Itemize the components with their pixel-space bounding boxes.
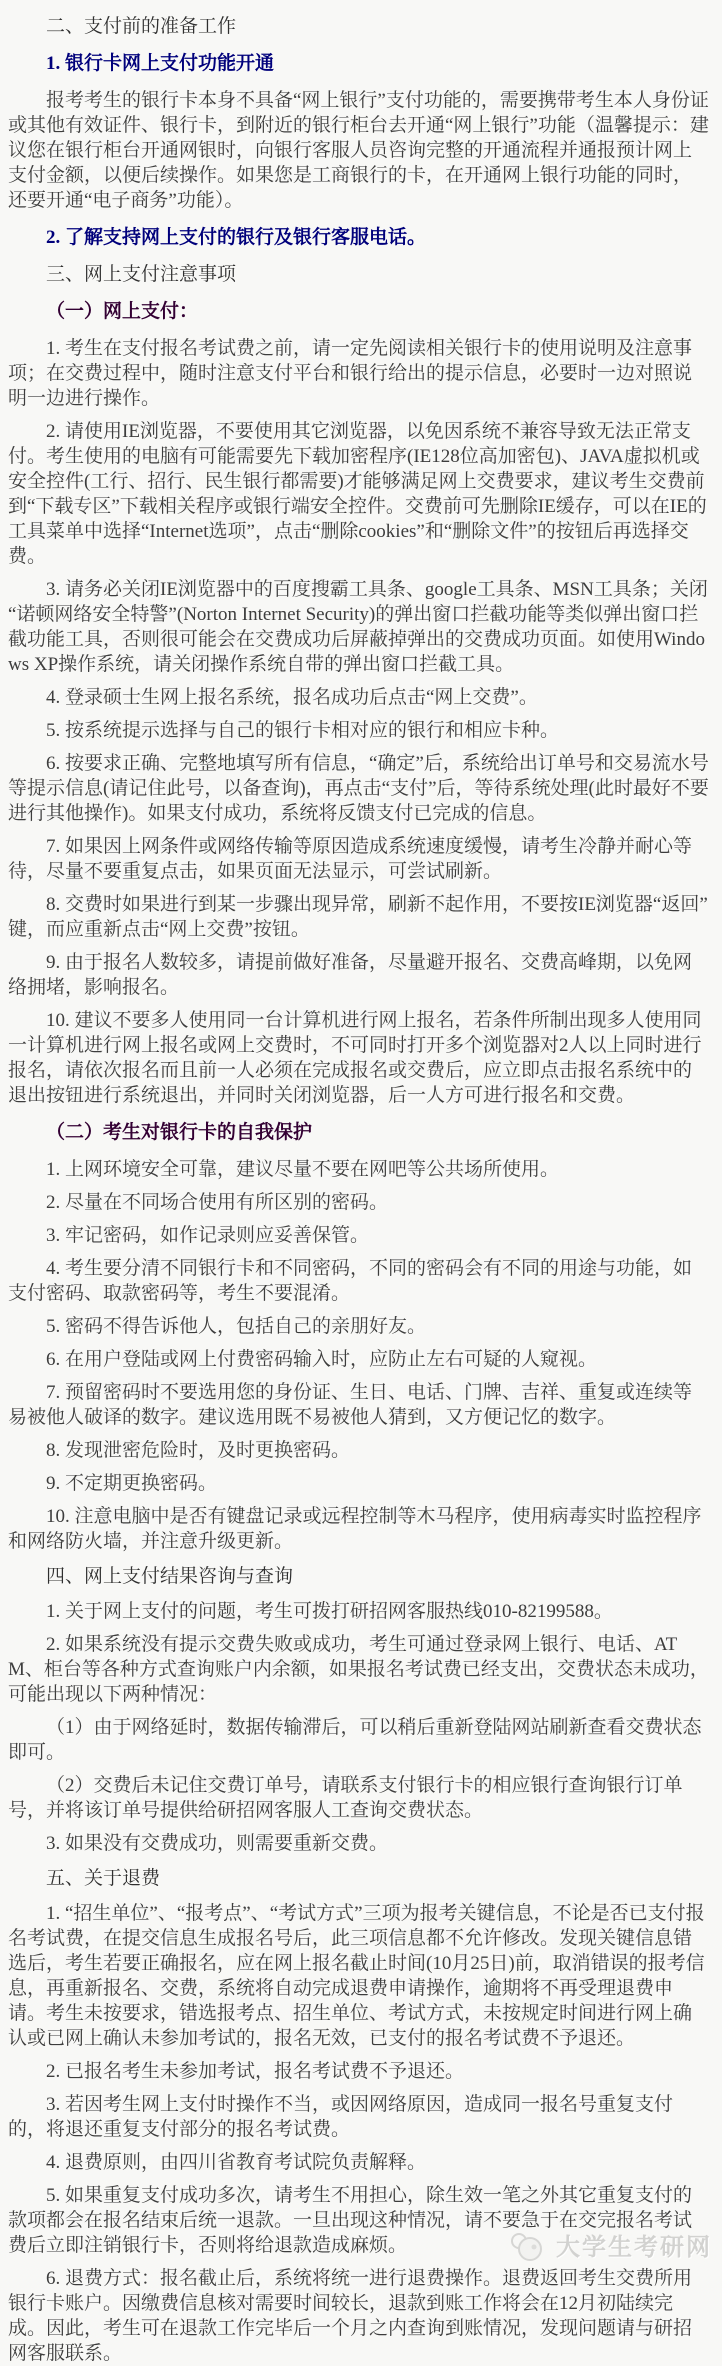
paragraph: 6. 在用户登陆或网上付费密码输入时，应防止左右可疑的人窥视。 [46,1349,598,1370]
paragraph: 1. “招生单位”、“报考点”、“考试方式”三项为报考关键信息，不论是否已支付报名考试费，在提交信息生成报名号后，此三项信息都不允许修改。发现关键信息错选后，考生若要正确报名，应在网上报名截止时间(10月25日)前，取消错误的报考信息，再重新报名、交费，系统将自动完成退费申请操作，逾期将不再受理退费申请。考生未按要求，错选报考点、招生单位、考试方式，未按规定时间进行网上确认或已网上确认未参加考试的，报名无效，已支付的报名考试费不予退还。 [8,1903,705,2049]
paragraph: 2. 已报名考生未参加考试，报名考试费不予退还。 [46,2061,465,2082]
watermark [509,2232,712,2264]
paragraph: 8. 发现泄密危险时，及时更换密码。 [46,1440,351,1461]
paragraph: 2. 尽量在不同场合使用有所区别的密码。 [46,1192,389,1213]
heading-heading-purple: （二）考生对银行卡的自我保护 [46,1122,313,1143]
heading-heading-blue: 2. 了解支持网上支付的银行及银行客服电话。 [46,227,427,248]
paragraph: 2. 请使用IE浏览器，不要使用其它浏览器，以免因系统不兼容导致无法正常支付。考生使用的电脑有可能需要先下载加密程序(IE128位高加密包)、JAVA虚拟机或安全控件(工行、招行、民生银行都需要)才能够满足网上交费要求，建议考生交费前到“下载专区”下载相关程序或银行端安全控件。交费前可先删除IE缓存，可以在IE的工具菜单中选择“Internet选项”，点击“删除cookies”和“删除文件”的按钮后再选择交费。 [8,421,707,567]
paragraph: 5. 密码不得告诉他人，包括自己的亲朋好友。 [46,1316,427,1337]
heading-heading-purple: （一）网上支付： [46,301,199,322]
panda-logo-icon [509,2232,549,2264]
paragraph: 4. 退费原则，由四川省教育考试院负责解释。 [46,2152,427,2173]
heading-section: 四、网上支付结果咨询与查询 [46,1566,294,1587]
paragraph: 10. 建议不要多人使用同一台计算机进行网上报名，若条件所制出现多人使用同一计算机进行网上报名或网上交费时，不可同时打开多个浏览器对2人以上同时进行报名，请依次报名而且前一人必须在完成报名或交费后，应立即点击报名系统中的退出按钮进行系统退出，并同时关闭浏览器，后一人方可进行报名和交费。 [8,1010,702,1106]
paragraph: 3. 若因考生网上支付时操作不当，或因网络原因，造成同一报名号重复支付的，将退还重复支付部分的报名考试费。 [8,2094,674,2140]
paragraph: 1. 考生在支付报名考试费之前，请一定先阅读相关银行卡的使用说明及注意事项；在交费过程中，随时注意支付平台和银行给出的提示信息，必要时一边对照说明一边进行操作。 [8,338,693,409]
paragraph: 10. 注意电脑中是否有键盘记录或远程控制等木马程序，使用病毒实时监控程序和网络防火墙，并注意升级更新。 [8,1506,702,1552]
paragraph: 1. 关于网上支付的问题，考生可拨打研招网客服热线010-82199588。 [46,1601,613,1622]
watermark-text: 大学生考研网 [556,2234,712,2261]
paragraph: 3. 牢记密码，如作记录则应妥善保管。 [46,1225,370,1246]
document-body [8,14,710,2366]
heading-heading-blue: 1. 银行卡网上支付功能开通 [46,53,275,74]
paragraph: 9. 由于报名人数较多，请提前做好准备，尽量避开报名、交费高峰期，以免网络拥堵，影响报名。 [8,952,693,998]
paragraph: （1）由于网络延时，数据传输滞后，可以稍后重新登陆网站刷新查看交费状态即可。 [8,1717,702,1763]
paragraph: 4. 考生要分清不同银行卡和不同密码，不同的密码会有不同的用途与功能，如支付密码、取款密码等，考生不要混淆。 [8,1258,693,1304]
paragraph: 3. 请务必关闭IE浏览器中的百度搜霸工具条、google工具条、MSN工具条；关闭“诺顿网络安全特警”(Norton Internet Security)的弹出窗口拦截功能等类似弹出窗口拦截功能工具，否则很可能会在交费成功后屏蔽掉弹出的交费成功页面。如使用Windows XP操作系统，请关闭操作系统自带的弹出窗口拦截工具。 [8,579,708,675]
paragraph: 4. 登录硕士生网上报名系统，报名成功后点击“网上交费”。 [46,687,538,708]
paragraph: 3. 如果没有交费成功，则需要重新交费。 [46,1833,389,1854]
paragraph: 5. 按系统提示选择与自己的银行卡相对应的银行和相应卡种。 [46,720,560,741]
heading-section: 二、支付前的准备工作 [46,16,237,37]
paragraph: 6. 退费方式：报名截止后，系统将统一进行退费操作。退费返回考生交费所用银行卡账户。因缴费信息核对需要时间较长，退款到账工作将会在12月初陆续完成。因此，考生可在退款工作完毕后一个月之内查询到账情况，发现问题请与研招网客服联系。 [8,2268,693,2364]
paragraph: 1. 上网环境安全可靠，建议尽量不要在网吧等公共场所使用。 [46,1159,560,1180]
paragraph: 6. 按要求正确、完整地填写所有信息，“确定”后，系统给出订单号和交易流水号等提示信息(请记住此号，以备查询)，再点击“支付”后，等待系统处理(此时最好不要进行其他操作)。如果支付成功，系统将反馈支付已完成的信息。 [8,753,709,824]
paragraph: 2. 如果系统没有提示交费失败或成功，考生可通过登录网上银行、电话、ATM、柜台等各种方式查询账户内余额，如果报名考试费已经支出，交费状态未成功，可能出现以下两种情况： [8,1634,709,1705]
paragraph: 9. 不定期更换密码。 [46,1473,218,1494]
paragraph: 7. 如果因上网条件或网络传输等原因造成系统速度缓慢，请考生冷静并耐心等待，尽量不要重复点击，如果页面无法显示，可尝试刷新。 [8,836,693,882]
paragraph: （2）交费后未记住交费订单号，请联系支付银行卡的相应银行查询银行订单号，并将该订单号提供给研招网客服人工查询交费状态。 [8,1775,683,1821]
heading-section: 五、关于退费 [46,1868,161,1889]
paragraph: 8. 交费时如果进行到某一步骤出现异常，刷新不起作用，不要按IE浏览器“返回”键，而应重新点击“网上交费”按钮。 [8,894,708,940]
paragraph: 7. 预留密码时不要选用您的身份证、生日、电话、门牌、吉祥、重复或连续等易被他人破译的数字。建议选用既不易被他人猜到，又方便记忆的数字。 [8,1382,693,1428]
paragraph: 报考考生的银行卡本身不具备“网上银行”支付功能的，需要携带考生本人身份证或其他有效证件、银行卡，到附近的银行柜台去开通“网上银行”功能（温馨提示：建议您在银行柜台开通网银时，向银行客服人员咨询完整的开通流程并通报预计网上支付金额，以便后续操作。如果您是工商银行的卡，在开通网上银行功能的同时，还要开通“电子商务”功能）。 [8,90,709,211]
paragraph: 5. 如果重复支付成功多次，请考生不用担心，除生效一笔之外其它重复支付的款项都会在报名结束后统一退款。一旦出现这种情况，请不要急于在交完报名考试费后立即注销银行卡，否则将给退款造成麻烦。 [8,2185,693,2256]
heading-section: 三、网上支付注意事项 [46,264,237,285]
